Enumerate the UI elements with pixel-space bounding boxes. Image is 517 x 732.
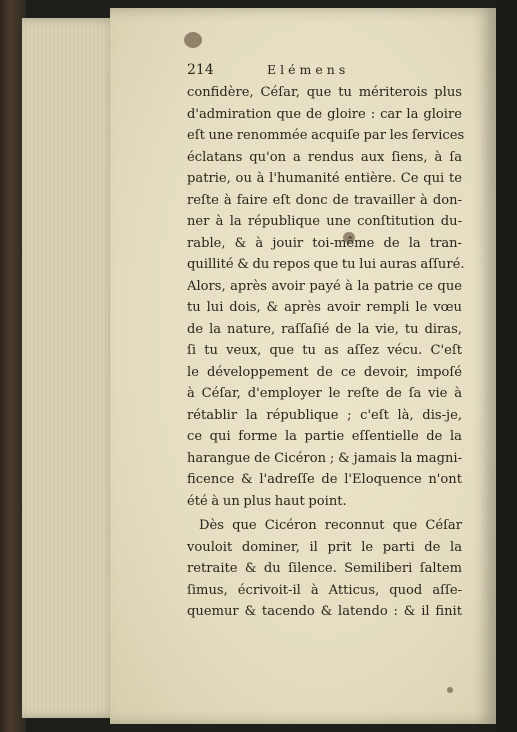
text-line: harangue de Cicéron ; & jamais la magni- [187, 450, 462, 466]
text-line: quillité & du repos que tu lui auras aſſuré. [187, 257, 465, 272]
text-line: ficence & l'adreſſe de l'Eloquence n'ont [187, 472, 462, 487]
text-line: reſte à faire eſt donc de travailler à don- [187, 192, 462, 208]
text-line: de la nature, raſſaſié de la vie, tu diras, [187, 321, 462, 337]
paper-stain [184, 32, 202, 48]
text-line: quemur & tacendo & latendo : & il finit [187, 604, 462, 619]
paper-stain [447, 687, 453, 693]
text-line: à Céſar, d'employer le reſte de ſa vie à [187, 386, 462, 401]
text-line: été à un plus haut point. [187, 493, 347, 509]
paragraph-2 [187, 515, 462, 623]
text-line: ner à la république une conſtitution du- [187, 214, 462, 229]
text-line: vouloit dominer, il prit le parti de la [187, 539, 462, 555]
text-line: le développement de ce devoir, impoſé [187, 364, 462, 380]
page-text [187, 62, 465, 623]
page-stack-edges [22, 18, 118, 718]
text-line: confidère, Céſar, que tu mériterois plus [187, 85, 462, 100]
text-line: rétablir la république ; c'eſt là, dis-je, [187, 407, 462, 423]
text-line: tu lui dois, & après avoir rempli le vœu [187, 300, 462, 315]
text-line: ce qui forme la partie eſſentielle de la [187, 429, 462, 444]
text-line: ſi tu veux, que tu as aſſez vécu. C'eſt [187, 343, 462, 358]
text-line: retraite & du ſilence. Semiliberi ſaltem [187, 561, 462, 576]
text-line: éclatans qu'on a rendus aux ſiens, à ſa [187, 149, 462, 165]
dark-background [496, 0, 517, 732]
text-line: Dès que Cicéron reconnut que Céſar [199, 518, 462, 533]
page-number: 214 [187, 62, 214, 78]
text-line: rable, & à jouir toi-même de la tran- [187, 235, 462, 251]
running-title: Elémens [267, 62, 350, 77]
running-head [187, 62, 462, 82]
paragraph-1 [187, 82, 465, 512]
text-line: ſimus, écrivoit-il à Atticus, quod aſſe- [187, 582, 462, 598]
text-line: Alors, après avoir payé à la patrie ce que [187, 278, 462, 294]
text-line: eſt une renommée acquiſe par les ſervices [187, 128, 465, 143]
text-line: d'admiration que de gloire : car la gloire [187, 106, 462, 122]
text-line: patrie, ou à l'humanité entière. Ce qui te [187, 171, 462, 186]
